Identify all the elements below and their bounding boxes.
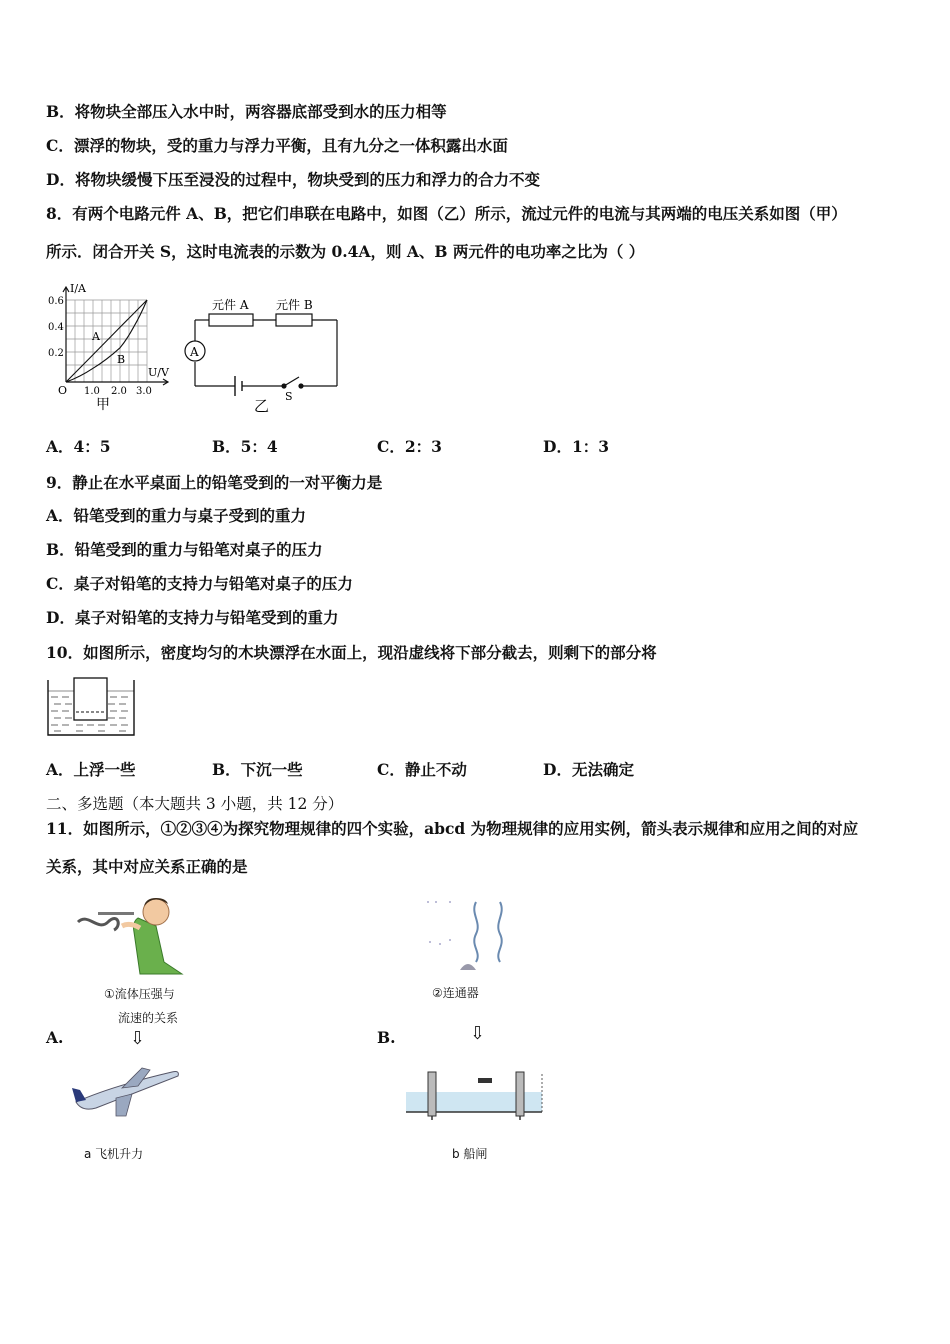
exp1-caption-line2: 流速的关系 [118, 1011, 179, 1025]
lock-gate-left [428, 1072, 436, 1116]
arrow-down-icon-b: ⇩ [470, 1023, 486, 1044]
y-tick-04: 0.4 [48, 322, 64, 333]
exp1-caption-line1: ①流体压强与 [104, 987, 175, 1001]
q9-stem: 9．静止在水平桌面上的铅笔受到的一对平衡力是 [46, 473, 383, 492]
circuit-wires [195, 320, 337, 386]
q8-iu-graph [44, 282, 174, 414]
q9-option-c: C．桌子对铅笔的支持力与铅笔对桌子的压力 [46, 574, 353, 593]
x-tick-3: 3.0 [136, 386, 152, 397]
x-tick-1: 1.0 [84, 386, 100, 397]
exp2-caption: ②连通器 [432, 986, 479, 1000]
wave-right [498, 902, 501, 962]
x-tick-2: 2.0 [111, 386, 127, 397]
arrow-down-icon-a: ⇩ [130, 1028, 146, 1049]
y-axis-label: I/A [70, 282, 86, 295]
switch-icon [282, 377, 303, 388]
origin-label: O [58, 384, 68, 397]
airplane-tail [72, 1088, 86, 1102]
y-tick-02: 0.2 [48, 348, 64, 359]
dots [427, 901, 451, 945]
q10-option-b: B．下沉一些 [212, 760, 303, 779]
q8-option-a: A．4：5 [46, 437, 111, 456]
funnel [460, 964, 476, 970]
section2-title: 二、多选题（本大题共 3 小题，共 12 分） [46, 795, 344, 813]
q7-option-d: D．将物块缓慢下压至浸没的过程中，物块受到的压力和浮力的合力不变 [46, 170, 540, 189]
q8-option-b: B．5：4 [212, 437, 278, 456]
q10-option-a: A．上浮一些 [46, 760, 136, 779]
lock-gate-right [516, 1072, 524, 1116]
q7-option-c: C．漂浮的物块，受的重力与浮力平衡，且有九分之一体积露出水面 [46, 136, 508, 155]
q8-option-d: D．1：3 [543, 437, 610, 456]
q8-circuit-diagram [180, 290, 350, 418]
q9-option-a: A．铅笔受到的重力与桌子受到的重力 [46, 506, 307, 525]
x-axis-label: U/V [148, 366, 169, 379]
q10-option-d: D．无法确定 [543, 760, 634, 779]
q11-option-a-label: A. [46, 1028, 64, 1047]
q10-floating-block-diagram [46, 676, 138, 738]
q9-option-b: B．铅笔受到的重力与铅笔对桌子的压力 [46, 540, 323, 559]
q8-option-c: C．2：3 [377, 437, 442, 456]
curve-a-label: A [92, 330, 100, 343]
app-b-caption: b 船闸 [452, 1147, 488, 1161]
element-b-label: 元件 B [276, 298, 313, 312]
paper-strip [78, 918, 118, 930]
exp1-blowing-illustration [74, 892, 192, 982]
boy-hand [122, 924, 140, 928]
lock-valves [432, 1116, 520, 1120]
wave-left [474, 902, 477, 962]
app-a-caption: a 飞机升力 [84, 1147, 144, 1161]
graph-caption: 甲 [96, 397, 110, 413]
y-tick-06: 0.6 [48, 296, 64, 307]
airplane-wing-bottom [116, 1094, 132, 1116]
q11-option-b-label: B. [377, 1028, 396, 1047]
circuit-caption: 乙 [254, 397, 270, 415]
curve-b-label: B [117, 353, 126, 366]
ammeter-label: A [190, 345, 199, 359]
q10-option-c: C．静止不动 [377, 760, 467, 779]
app-b-ship-lock-illustration [402, 1066, 556, 1124]
curve-a [66, 300, 147, 382]
q11-stem-line2: 关系，其中对应关系正确的是 [46, 857, 248, 876]
element-b-resistor [276, 314, 312, 326]
q8-stem-line1: 8．有两个电路元件 A、B，把它们串联在电路中，如图（乙）所示，流过元件的电流与其两端的电压关系如图（甲） [46, 204, 847, 223]
q10-stem: 10．如图所示，密度均匀的木块漂浮在水面上，现沿虚线将下部分截去，则剩下的部分将 [46, 643, 657, 662]
element-a-label: 元件 A [212, 298, 249, 312]
element-a-resistor [209, 314, 253, 326]
q9-option-d: D．桌子对铅笔的支持力与铅笔受到的重力 [46, 608, 339, 627]
straw-tube [98, 912, 134, 915]
wooden-block [74, 678, 107, 720]
q11-stem-line1: 11．如图所示，①②③④为探究物理规律的四个实验，abcd 为物理规律的应用实例，箭头表示规律和应用之间的对应 [46, 819, 859, 838]
switch-label: S [285, 390, 293, 403]
exp2-connected-vessels-illustration [420, 892, 520, 976]
ship-icon [478, 1078, 492, 1083]
app-a-airplane-illustration [72, 1064, 184, 1120]
q7-option-b: B．将物块全部压入水中时，两容器底部受到水的压力相等 [46, 102, 447, 121]
battery-icon [235, 376, 242, 396]
q8-stem-line2: 所示．闭合开关 S，这时电流表的示数为 0.4A，则 A、B 两元件的电功率之比为（ ） [46, 242, 645, 261]
